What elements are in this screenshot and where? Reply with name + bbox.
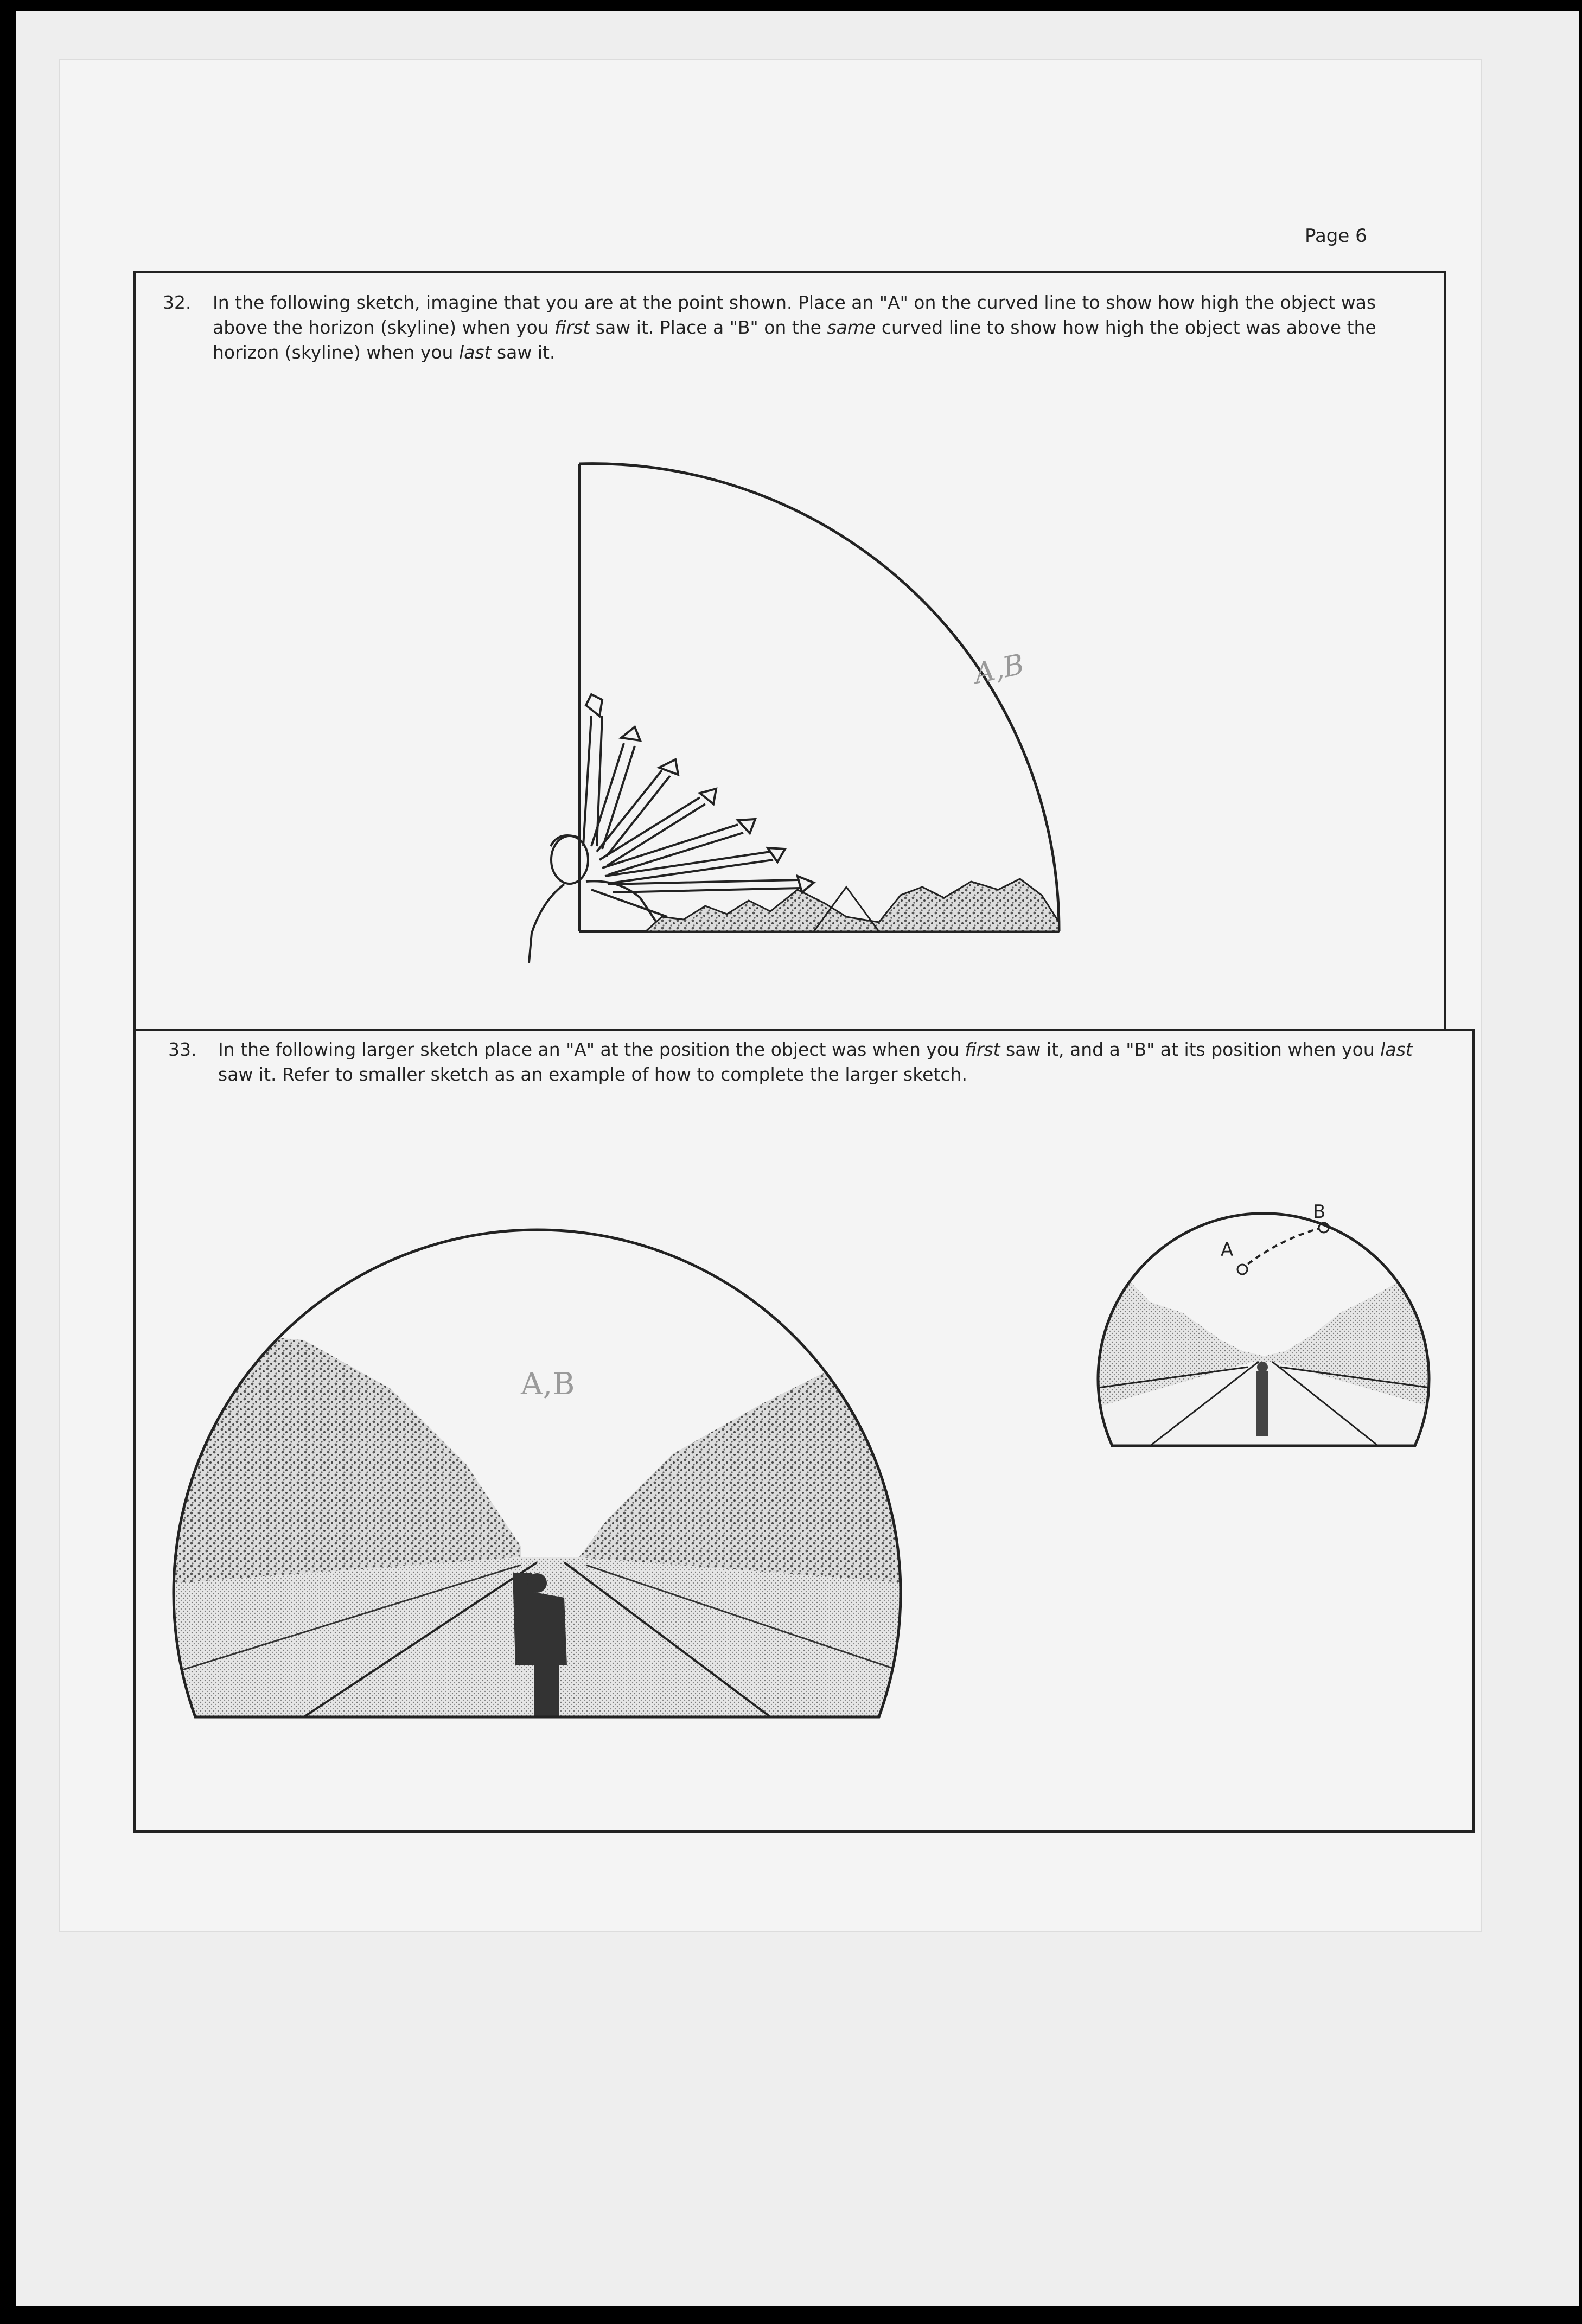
example-point-a xyxy=(1237,1265,1247,1274)
emphasis-last: last xyxy=(458,342,492,363)
question-text: saw it. xyxy=(491,342,556,363)
handwritten-answer: A,B xyxy=(971,648,1027,691)
emphasis-same: same xyxy=(827,317,876,338)
handwritten-answer: A,B xyxy=(521,1367,575,1402)
question-text: curved line to show how high the object was above the horizon (skyline) when you xyxy=(213,317,1376,363)
emphasis-first: first xyxy=(965,1039,1000,1060)
question-text: saw it. Refer to smaller sketch as an example of how to complete the larger sketch. xyxy=(218,1064,967,1085)
example-person xyxy=(1256,1371,1268,1436)
question-text: saw it, and a "B" at its position when you xyxy=(1000,1039,1381,1060)
emphasis-first: first xyxy=(554,317,590,338)
question-text: saw it. Place a "B" on the xyxy=(590,317,827,338)
example-person-head xyxy=(1257,1362,1268,1372)
q32-sketch xyxy=(529,464,1059,963)
skyline-silhouette xyxy=(646,879,1059,931)
pointing-arms xyxy=(583,694,814,892)
question-number: 33. xyxy=(168,1039,197,1060)
person-head xyxy=(527,1573,547,1593)
question-number: 32. xyxy=(163,292,192,313)
example-label-b: B xyxy=(1313,1201,1326,1223)
q33-large-sketch xyxy=(163,1230,922,1717)
q33-example-sketch xyxy=(1085,1201,1443,1446)
example-path-dashes xyxy=(1248,1229,1318,1264)
question-text: In the following sketch, imagine that you are at the point shown. Place an "A" on the curved line to show how high the object was above the horizon (skyline) when you xyxy=(213,292,1376,338)
emphasis-last: last xyxy=(1380,1039,1413,1060)
example-label-a: A xyxy=(1221,1239,1234,1261)
page-number: Page 6 xyxy=(1305,225,1367,247)
question-text: In the following larger sketch place an "A" at the position the object was when you xyxy=(218,1039,965,1060)
